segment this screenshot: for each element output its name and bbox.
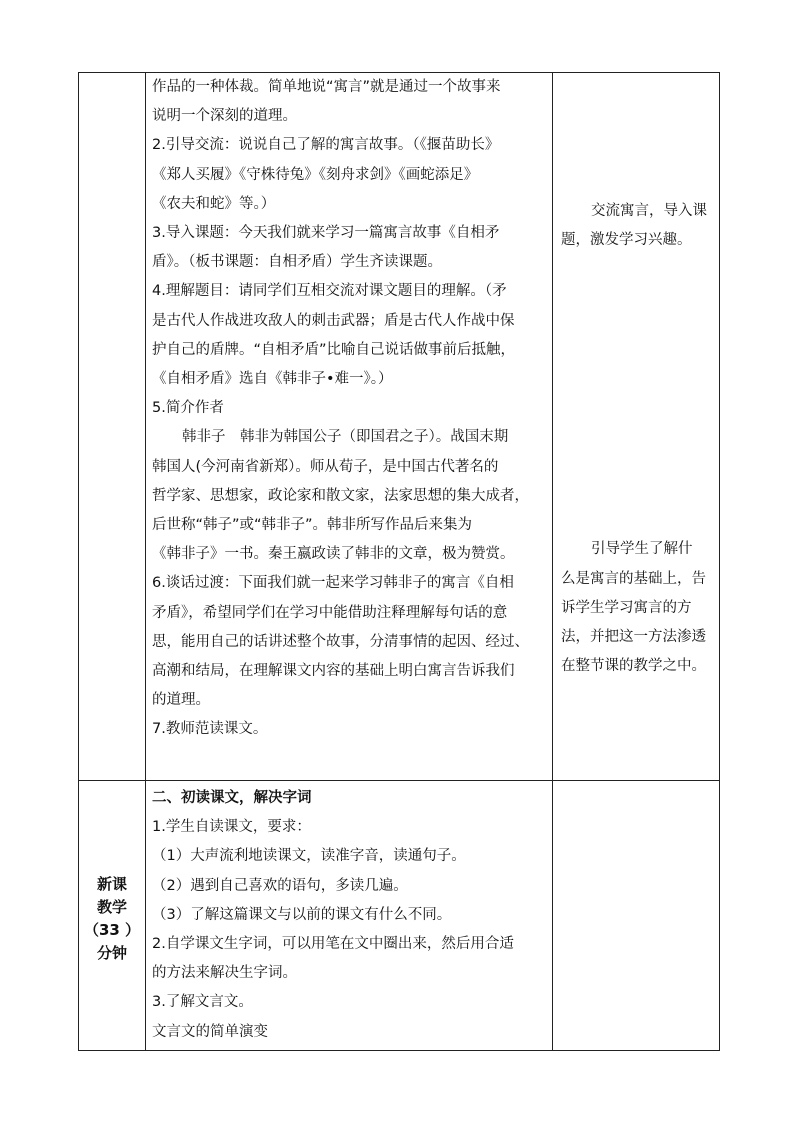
note-line: 法，并把这一方法渗透 — [561, 629, 706, 646]
stage-label-line: 教学 — [96, 898, 127, 916]
text-line: 2.自学课文生字词，可以用笔在文中圈出来，然后用合适 — [152, 936, 514, 953]
text-line: 3.导入课题：今天我们就来学习一篇寓言故事《自相矛 — [152, 225, 500, 242]
text-line: 5.简介作者 — [152, 400, 224, 417]
text-line: 3.了解文言文。 — [152, 994, 253, 1011]
text-line: 的道理。 — [152, 692, 210, 709]
stage-label-line: 分钟 — [96, 944, 127, 962]
text-line: 矛盾》，希望同学们在学习中能借助注释理解每句话的意 — [152, 604, 508, 621]
text-line: 2.引导交流：说说自己了解的寓言故事。（《揠苗助长》 — [152, 137, 500, 154]
text-line: 《韩非子》一书。秦王嬴政读了韩非的文章，极为赞赏。 — [152, 546, 515, 563]
text-line: 高潮和结局，在理解课文内容的基础上明白寓言告诉我们 — [152, 663, 515, 680]
text-line: 《自相矛盾》选自《韩非子•难一》。） — [152, 371, 393, 388]
procedure-steps — [152, 813, 548, 1047]
note-line: 么是寓言的基础上，告 — [561, 570, 706, 587]
lesson-plan-table — [78, 72, 720, 1051]
note-line: 在整节课的教学之中。 — [561, 658, 706, 675]
text-line: 7.教师范读课文。 — [152, 721, 268, 738]
stage-label-cell — [79, 73, 146, 781]
text-line: 盾》。（板书课题：自相矛盾）学生齐读课题。 — [152, 254, 442, 271]
text-line: 韩非子 韩非为韩国公子（即国君之子）。战国末期 — [182, 429, 509, 446]
text-line: 4.理解题目：请同学们互相交流对课文题目的理解。（矛 — [152, 283, 507, 300]
design-intent-cell — [553, 73, 720, 781]
text-line: 护自己的盾牌。“自相矛盾”比喻自己说话做事前后抵触， — [152, 341, 516, 358]
text-line: 是古代人作战进攻敌人的刺击武器；盾是古代人作战中保 — [152, 312, 515, 329]
procedure-text — [146, 781, 552, 1047]
design-note-fable — [553, 255, 719, 681]
text-line: 说明一个深刻的道理。 — [152, 108, 297, 125]
stage-label-cell — [79, 781, 146, 1051]
note-line: 交流寓言，导入课 — [591, 203, 707, 219]
note-line: 题，激发学习兴趣。 — [561, 232, 692, 249]
table-row — [79, 73, 720, 781]
stage-label-line: （33 ） — [83, 921, 141, 939]
section-heading: 二、初读课文，解决字词 — [152, 790, 312, 806]
procedure-cell — [146, 73, 553, 781]
text-line: 《农夫和蛇》等。） — [152, 195, 276, 212]
text-line: 文言文的简单演变 — [152, 1023, 268, 1040]
procedure-cell — [146, 781, 553, 1051]
text-line: 1.学生自读课文，要求： — [152, 819, 311, 836]
text-line: 思，能用自己的话讲述整个故事，分清事情的起因、经过、 — [152, 633, 529, 650]
text-line: 作品的一种体裁。简单地说“寓言”就是通过一个故事来 — [152, 79, 501, 95]
note-line: 诉学生学习寓言的方 — [561, 599, 692, 616]
note-line: 引导学生了解什 — [591, 541, 693, 558]
design-note-intro — [553, 73, 719, 255]
text-line: 6.谈话过渡：下面我们就一起来学习韩非子的寓言《自相 — [152, 575, 514, 592]
text-line: （1）大声流利地读课文，读准字音，读通句子。 — [152, 848, 466, 865]
text-line: 韩国人(今河南省新郑）。师从荀子，是中国古代著名的 — [152, 458, 499, 475]
design-intent-cell — [553, 781, 720, 1051]
table-row — [79, 781, 720, 1051]
text-line: 后世称“韩子”或“韩非子”。韩非所写作品后来集为 — [152, 517, 473, 534]
text-line: 《郑人买履》《守株待兔》《刻舟求剑》《画蛇添足》 — [152, 166, 479, 183]
text-line: 哲学家、思想家，政论家和散文家，法家思想的集大成者， — [152, 487, 529, 504]
text-line: （3）了解这篇课文与以前的课文有什么不同。 — [152, 906, 452, 923]
text-line: 的方法来解决生字词。 — [152, 965, 297, 982]
stage-label — [79, 781, 145, 965]
stage-label-line: 新课 — [96, 875, 127, 893]
text-line: （2）遇到自己喜欢的语句，多读几遍。 — [152, 877, 408, 894]
procedure-text — [146, 73, 552, 745]
